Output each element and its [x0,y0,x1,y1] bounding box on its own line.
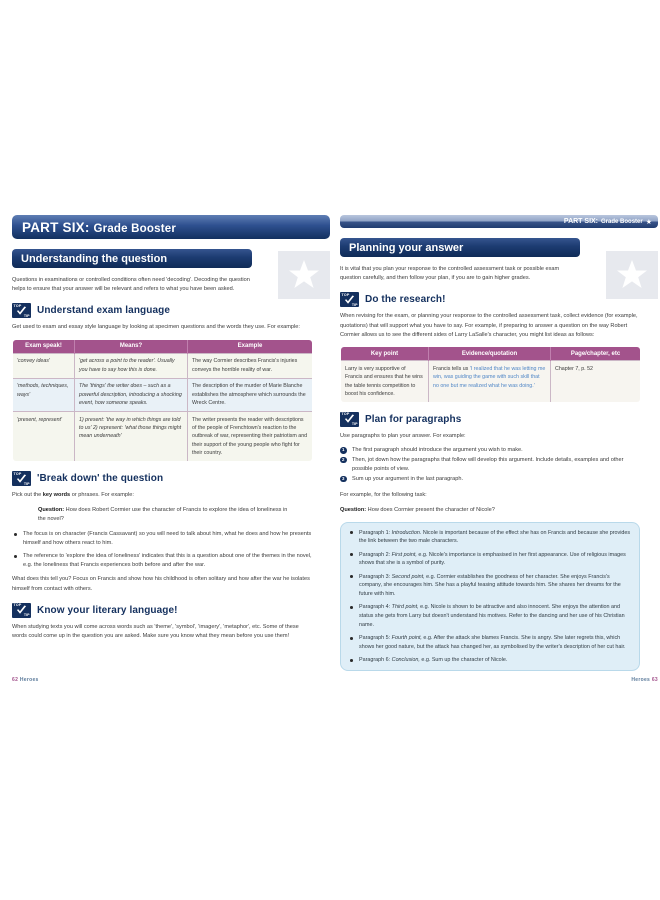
list-item: The focus is on character (Francis Cassavant) so you will need to talk about him, what he does and how he presents himself and how others react to him. [12,530,312,548]
table-header-evidence: Evidence/quotation [429,347,551,361]
paragraph-text: Nicole is important because of the effect she has on Francis and because she provides the link between the two male characters. [359,529,631,545]
paragraph-text: e.g. Cormier establishes the goodness of her character. She enjoys Francis's company, she encourages him. She has a playful teasing attitude towards him. She shares her dreams for the future with him. [359,573,621,598]
evidence-quote: 'I realized that he was letting me win, was guiding the game with such skill that no one but me realized what he was doing.' [433,365,546,389]
top-tip-icon-tip-label: TIP [23,481,30,486]
top-tip-icon [12,603,31,618]
cell-means: 'get across a point to the reader'. Usually you have to say how this is done. [75,353,188,378]
question-text: How does Robert Cormier use the character of Francis to explore the idea of loneliness in the novel? [38,506,288,523]
tip2-lead-part1: Pick out the [12,492,43,499]
paragraph-plan-list [349,529,631,665]
page-number: 62 [12,677,19,683]
paragraph-text: e.g. Nicole is shown to be attractive and also innocent. She enjoys the attention and status she gets from Larry but doesn't understand his motives. Refer to the dancing and her use of his Christian name. [359,604,625,628]
top-tip-icon-tip-label: TIP [351,422,358,427]
table-header-row [13,339,313,353]
running-head-strong: PART SIX: [563,218,599,225]
table-row [13,378,313,411]
list-item-text: The first paragraph should introduce the argument you wish to make. [352,447,523,454]
running-head-rest: Grade Booster [601,218,643,225]
tip3-text: When studying texts you will come across words such as 'theme', 'symbol', 'imagery', 'metaphor', etc. Some of these words could come up in the question you are asked. Make sure you know what they mean before you use them! [12,623,299,640]
cell-evidence [429,361,551,403]
paragraph-kind: First point, [390,551,417,558]
break-down-bullets [12,530,312,571]
plan-numbered-list [340,446,640,484]
book-title: Heroes [19,677,39,683]
research-lead-text: When revising for the exam, or planning your response to the controlled assessment task, collect evidence (for example, quotations) that will support what you have to say. For example, if preparing to answer a question on the way Robert Cormier allows us to see the different sides of Larry LaSalle's character, you might list ideas as follows: [340,313,638,338]
intro-paragraph-planning: It is vital that you plan your response to the controlled assessment task or possible exam question carefully, and then follow your plan, if you are to gain higher grades. [340,266,560,282]
question-text: How does Cormier present the character of Nicole? [366,507,495,514]
cell-means: The 'things' the writer does – such as a powerful description, introducing a shocking event, how someone speaks. [75,378,188,411]
tip2-lead-bold: key words [42,492,71,499]
list-item [340,475,640,485]
paragraph-label: Paragraph 4: [359,604,391,611]
section-heading-label: Understanding the question [21,252,168,265]
plan-example-lead: For example, for the following task: [340,492,427,499]
tip-heading-know-your-literary-language [12,603,330,618]
top-tip-icon-tip-label: TIP [23,613,30,618]
paragraph-label: Paragraph 2: [359,551,391,558]
example-question-nicole [340,506,640,515]
list-item [349,634,631,652]
running-head [340,215,658,228]
list-number: 3 [340,476,347,483]
cell-means: 1) present: 'the way in which things are told to us' 2) represent: 'what those things might mean underneath' [75,412,188,462]
top-tip-icon-tip-label: TIP [23,313,30,318]
paragraph-text: e.g. Sum up the character of Nicole. [419,657,508,664]
list-item [340,446,640,456]
table-header-example: Example [188,339,313,353]
tip-title-know-your-literary-language: Know your literary language! [37,604,178,616]
cell-page-reference: Chapter 7, p. 52 [551,361,641,403]
table-header-key-point: Key point [341,347,429,361]
list-item [349,656,631,665]
exam-language-table [12,339,313,463]
top-tip-icon-top-label: TOP [341,292,350,297]
paragraph-label: Paragraph 1: [359,529,391,536]
plan-lead-text: Use paragraphs to plan your answer. For example: [340,432,466,439]
page-number: 63 [651,677,658,683]
paragraph-kind: Introduction. [390,529,422,536]
list-item [340,456,640,475]
question-label: Question: [38,506,65,513]
list-item [349,551,631,569]
paragraph-kind: Second point, [390,573,425,580]
tip-heading-plan-for-paragraphs [340,412,658,427]
part-banner [12,215,330,239]
right-page [340,215,658,685]
list-item-text: Then, jot down how the paragraphs that follow will develop this argument. Include details, examples and other possible points of view. [352,456,624,473]
list-item [349,529,631,547]
top-tip-icon [12,303,31,318]
list-item-text: Sum up your argument in the last paragraph. [352,475,464,482]
list-number: 1 [340,447,347,454]
cell-example: The writer presents the reader with descriptions of the people of Frenchtown's reaction to the outbreak of war, representing their patriotism and their support of the young people who fight for their country. [188,412,313,462]
paragraph-kind: Third point, [390,604,419,611]
cell-example: The way Cormier describes Francis's injuries conveys the horrible reality of war. [188,353,313,378]
tip-title-plan-for-paragraphs: Plan for paragraphs [365,413,462,425]
table-header-exam-speak: Exam speak! [13,339,75,353]
top-tip-icon-top-label: TOP [13,471,22,476]
paragraph-plan-panel [340,522,640,671]
paragraph-kind: Conclusion, [390,657,420,664]
table-header-row [341,347,641,361]
tip-title-understand-exam-language: Understand exam language [37,305,170,317]
table-row [13,412,313,462]
tip-title-break-down-the-question: 'Break down' the question [37,473,164,485]
table-row [13,353,313,378]
star-icon [606,251,658,299]
intro-paragraph-understanding: Questions in examinations or controlled conditions often need 'decoding'. Decoding the question helps to ensure that your answer will be relevant and refers to what you have been asked. [12,277,250,293]
section-heading-understanding [12,249,252,268]
example-question-francis [38,506,288,525]
paragraph-text: e.g. Nicole's importance is emphasised in her first appearance. Use of religious images shows that she is a symbol of purity. [359,551,626,567]
tip2-lead-text [12,491,312,500]
part-banner-strong: PART SIX: [22,219,90,235]
cell-key-point: Larry is very supportive of Francis and ensures that he wins the table tennis competition to boost his confidence. [341,361,429,403]
evidence-lead: Francis tells us [433,365,470,372]
tip-title-do-the-research: Do the research! [365,294,446,306]
footer-left [12,677,39,683]
paragraph-label: Paragraph 5: [359,635,391,642]
section-heading-label: Planning your answer [349,241,464,254]
footer-right [631,677,658,683]
book-title: Heroes [631,677,651,683]
left-page [12,215,330,685]
list-item [349,573,631,599]
tip2-closing-text: What does this tell you? Focus on Francis and show how his childhood is often solitary and how after the war he isolates himself from contact with others. [12,576,310,592]
paragraph-label: Paragraph 6: [359,657,391,664]
top-tip-icon [340,412,359,427]
top-tip-icon-top-label: TOP [341,412,350,417]
star-icon [278,251,330,299]
top-tip-icon-tip-label: TIP [351,302,358,307]
section-heading-planning [340,238,580,257]
list-item: The reference to 'explore the idea of loneliness' indicates that this is a question about one of the themes in the novel, e.g. the loneliness that Francis experiences both before and after the war. [12,552,312,570]
tip-heading-break-down-the-question [12,471,330,486]
list-number: 2 [340,457,347,464]
table-row [341,361,641,403]
tip-heading-understand-exam-language [12,303,330,318]
question-label: Question: [340,507,367,514]
research-evidence-table [340,346,641,403]
cell-term: 'methods, techniques, ways' [13,378,75,411]
star-glyph-icon: ★ [645,218,652,226]
table-header-means: Means? [75,339,188,353]
list-item [349,603,631,629]
cell-term: 'present, represent' [13,412,75,462]
top-tip-icon-top-label: TOP [13,603,22,608]
paragraph-text: e.g. After the attack she blames Francis. She is angry. She later regrets this, which shows her good nature, but the attack has changed her, as symbolised by the writer's description of her cut hair. [359,635,626,650]
top-tip-icon [340,292,359,307]
tip1-lead-text: Get used to exam and essay style language by looking at specimen questions and the words they use. For example: [12,324,300,331]
cell-term: 'convey ideas' [13,353,75,378]
paragraph-label: Paragraph 3: [359,573,391,580]
table-header-page: Page/chapter, etc [551,347,641,361]
top-tip-icon [12,471,31,486]
tip2-lead-part2: or phrases. For example: [70,492,134,499]
cell-example: The description of the murder of Marie Blanche establishes the atmosphere which surrounds the Wreck Centre. [188,378,313,411]
part-banner-rest: Grade Booster [93,222,176,235]
paragraph-kind: Fourth point, [390,635,422,642]
top-tip-icon-top-label: TOP [13,303,22,308]
